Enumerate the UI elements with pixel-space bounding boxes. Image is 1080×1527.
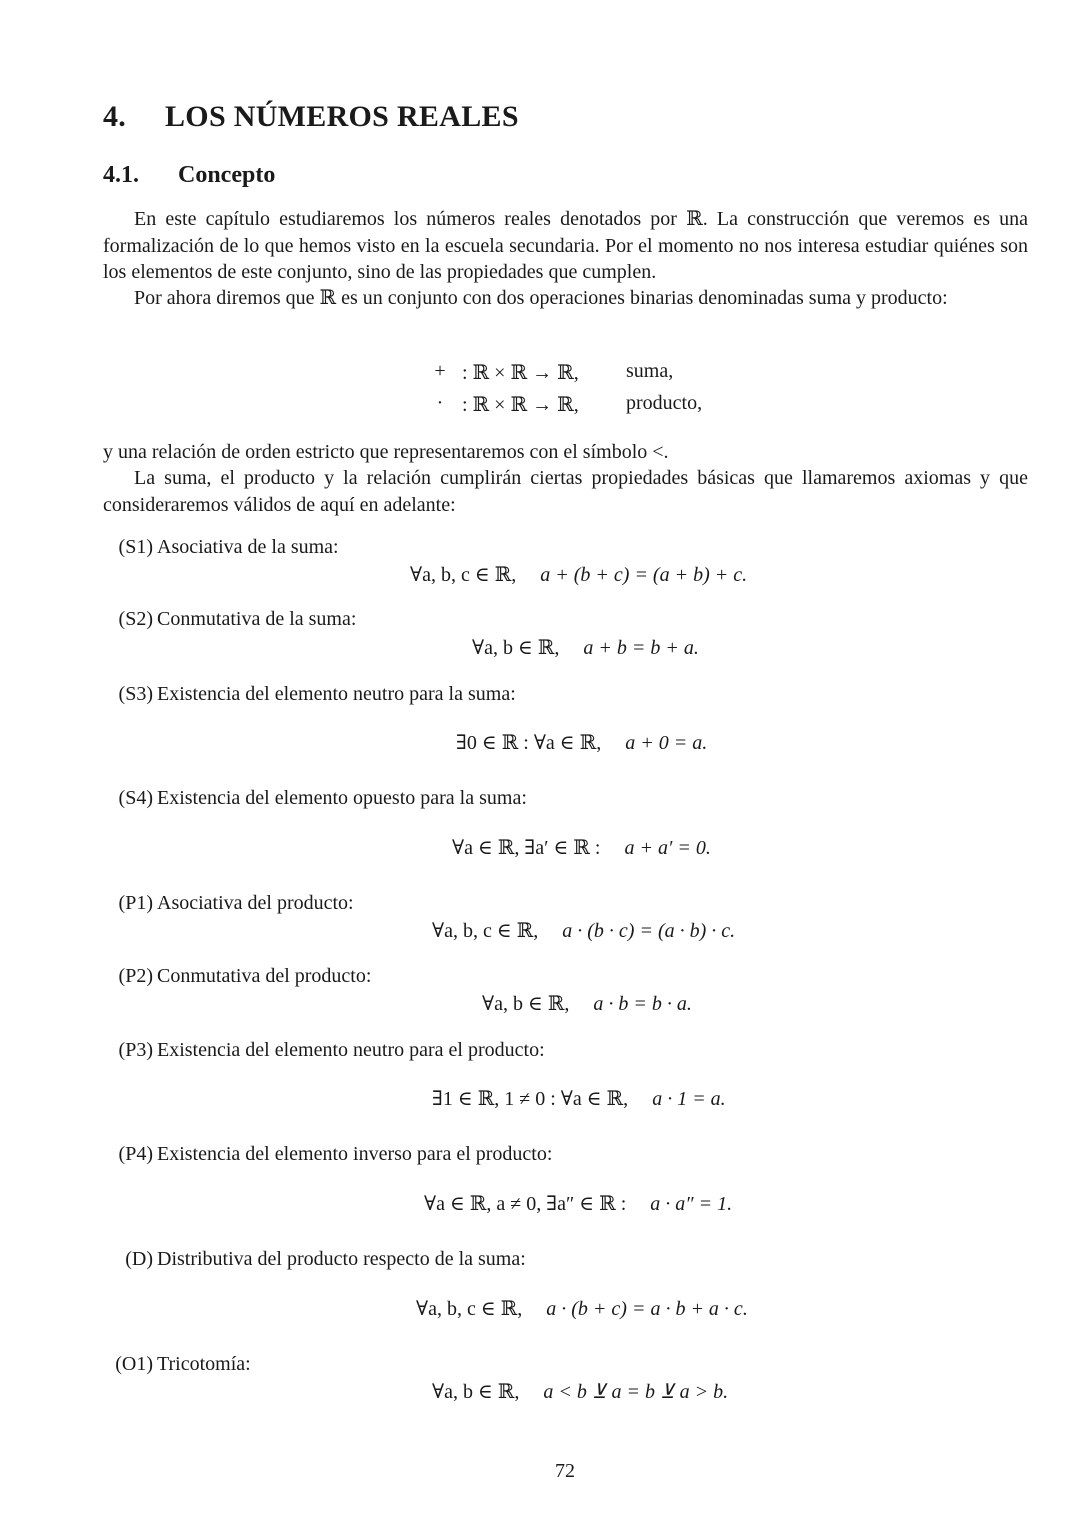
axiom-p3-formula: ∃1 ∈ ℝ, 1 ≠ 0 : ∀a ∈ ℝ, a · 1 = a. [432,1088,726,1110]
operation-product [430,392,750,418]
axioms-intro-paragraph [103,465,1028,518]
axiom-o1-formula: ∀a, b ∈ ℝ, a < b ⊻ a = b ⊻ a > b. [432,1381,729,1403]
axiom-d-label: (D) Distributiva del producto respecto de la suma: [125,1248,526,1270]
operations-text: Por ahora diremos que ℝ es un conjunto con dos operaciones binarias denominadas suma y producto: [134,287,948,309]
intro-paragraph [103,206,1028,286]
axiom-s3-label: (S3) Existencia del elemento neutro para la suma: [118,683,516,705]
order-text: y una relación de orden estricto que representaremos con el símbolo <. [103,441,669,463]
section-heading [103,162,275,189]
section-title: Concepto [178,162,276,188]
order-paragraph [103,439,1028,466]
operation-name: producto, [626,392,703,414]
axiom-s1-label: (S1) Asociativa de la suma: [118,536,339,558]
dot-symbol: · [436,392,444,414]
operations-paragraph [103,285,1028,312]
axiom-s4-label: (S4) Existencia del elemento opuesto para la suma: [118,787,527,809]
section-number: 4.1. [103,162,139,188]
axiom-p4-label: (P4) Existencia del elemento inverso para el producto: [118,1143,553,1165]
axiom-s1-formula: ∀a, b, c ∈ ℝ, a + (b + c) = (a + b) + c. [410,564,748,586]
chapter-number: 4. [103,100,127,133]
chapter-heading [103,100,519,134]
operation-name: suma, [626,360,674,382]
axiom-d-formula: ∀a, b, c ∈ ℝ, a · (b + c) = a · b + a · c. [416,1298,748,1320]
axiom-p2-formula: ∀a, b ∈ ℝ, a · b = b · a. [482,993,692,1015]
operation-map: : ℝ × ℝ → ℝ, [462,394,579,416]
operation-sum [430,360,750,386]
plus-symbol: + [434,360,446,382]
intro-text: En este capítulo estudiaremos los números reales denotados por ℝ. La construcción que veremos es una formalización de lo que hemos visto en la escuela secundaria. Por el momento no nos interesa estudiar quiénes son los elementos de este conjunto, sino de las propiedades que cumplen. [103,208,1028,283]
page-number: 72 [555,1460,575,1482]
axiom-p3-label: (P3) Existencia del elemento neutro para el producto: [118,1039,545,1061]
axiom-s3-formula: ∃0 ∈ ℝ : ∀a ∈ ℝ, a + 0 = a. [456,732,708,754]
operation-map: : ℝ × ℝ → ℝ, [462,362,579,384]
axiom-s2-label: (S2) Conmutativa de la suma: [118,608,357,630]
axiom-p1-formula: ∀a, b, c ∈ ℝ, a · (b · c) = (a · b) · c. [432,920,736,942]
axioms-intro-text: La suma, el producto y la relación cumplirán ciertas propiedades básicas que llamaremos axiomas y que consideraremos válidos de aquí en adelante: [103,467,1028,516]
axiom-p2-label: (P2) Conmutativa del producto: [118,965,372,987]
axiom-s2-formula: ∀a, b ∈ ℝ, a + b = b + a. [472,637,699,659]
axiom-o1-label: (O1) Tricotomía: [115,1353,251,1375]
chapter-title: LOS NÚMEROS REALES [165,100,519,133]
axiom-p1-label: (P1) Asociativa del producto: [118,892,354,914]
axiom-s4-formula: ∀a ∈ ℝ, ∃a′ ∈ ℝ : a + a′ = 0. [452,837,711,859]
axiom-p4-formula: ∀a ∈ ℝ, a ≠ 0, ∃a″ ∈ ℝ : a · a″ = 1. [424,1193,733,1215]
